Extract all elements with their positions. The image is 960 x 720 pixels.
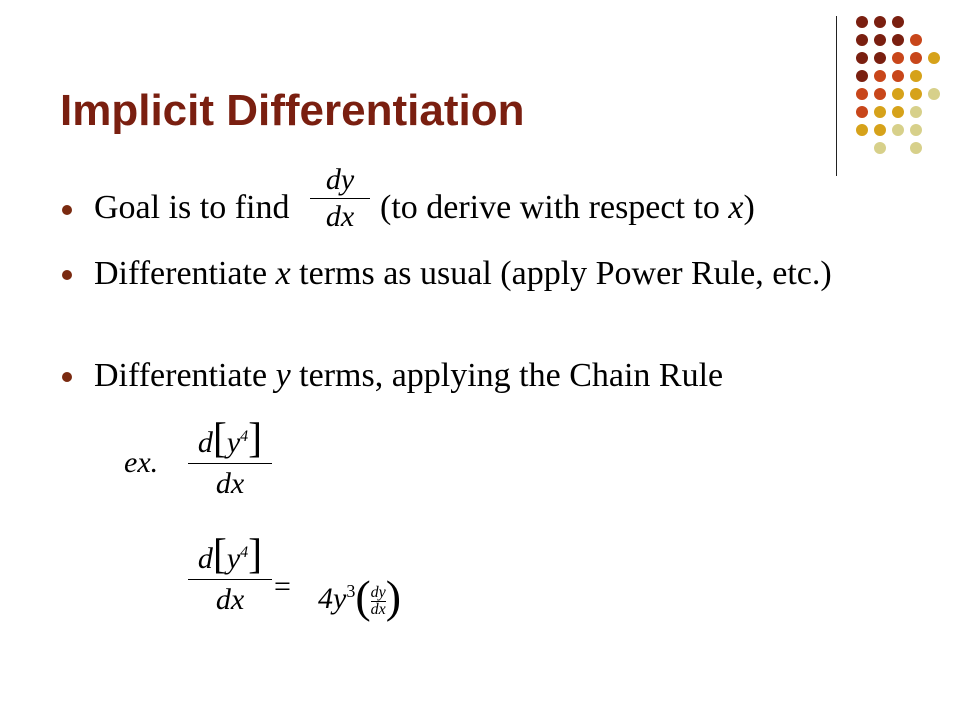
bullet-differentiate-x: Differentiate x terms as usual (apply Power Rule, etc.): [60, 254, 924, 294]
bullet-dot: [62, 270, 72, 280]
decorative-dot: [910, 70, 922, 82]
decorative-dot: [856, 34, 868, 46]
decorative-dot: [874, 106, 886, 118]
bullet-differentiate-y: Differentiate y terms, applying the Chain Rule: [60, 356, 924, 396]
solution-derivative-fraction: $d[y^4]$ dx: [188, 536, 272, 617]
decorative-dot: [856, 16, 868, 28]
equals-sign: =: [274, 570, 291, 603]
decorative-dot: [874, 16, 886, 28]
decorative-dot: [910, 142, 922, 154]
decorative-dot: [856, 124, 868, 136]
decorative-dot: [874, 142, 886, 154]
bullet-dot: [62, 372, 72, 382]
slide-title: Implicit Differentiation: [60, 86, 525, 135]
example-derivative-fraction: $d[y^4]$ dx: [188, 420, 272, 501]
decorative-dot: [892, 88, 904, 100]
decorative-dot: [910, 52, 922, 64]
decorative-dot: [928, 88, 940, 100]
solution-result: $4y^3$( $\frac{dy}{dx}$ ): [318, 571, 402, 622]
decorative-dot: [892, 16, 904, 28]
decorative-dot: [928, 52, 940, 64]
decorative-dot: [874, 88, 886, 100]
decorative-dot: [910, 106, 922, 118]
bullet-goal: [60, 163, 890, 248]
decorative-dot: [856, 106, 868, 118]
bullet-dot: [62, 205, 72, 215]
vertical-rule: [836, 16, 837, 176]
example-label: ex.: [124, 446, 159, 479]
decorative-dot: [910, 34, 922, 46]
decorative-dot: [874, 70, 886, 82]
dy-dx-fraction: dy dx: [310, 166, 370, 231]
decorative-dot: [910, 124, 922, 136]
decorative-dot: [874, 34, 886, 46]
bullet-text: Goal is to find: [94, 189, 290, 226]
decorative-dot: [910, 88, 922, 100]
bullet-text-after: (to derive with respect to x): [380, 189, 755, 226]
decorative-dot: [892, 34, 904, 46]
dy-dx-mini-fraction: $\frac{dy}{dx}$: [370, 583, 386, 618]
decorative-dot: [856, 70, 868, 82]
decorative-dot: [892, 52, 904, 64]
decorative-dot: [874, 52, 886, 64]
decorative-dot: [892, 124, 904, 136]
decorative-dot: [856, 52, 868, 64]
decorative-dot: [856, 88, 868, 100]
decorative-dot: [892, 106, 904, 118]
decorative-dot: [892, 70, 904, 82]
decorative-dot: [874, 124, 886, 136]
